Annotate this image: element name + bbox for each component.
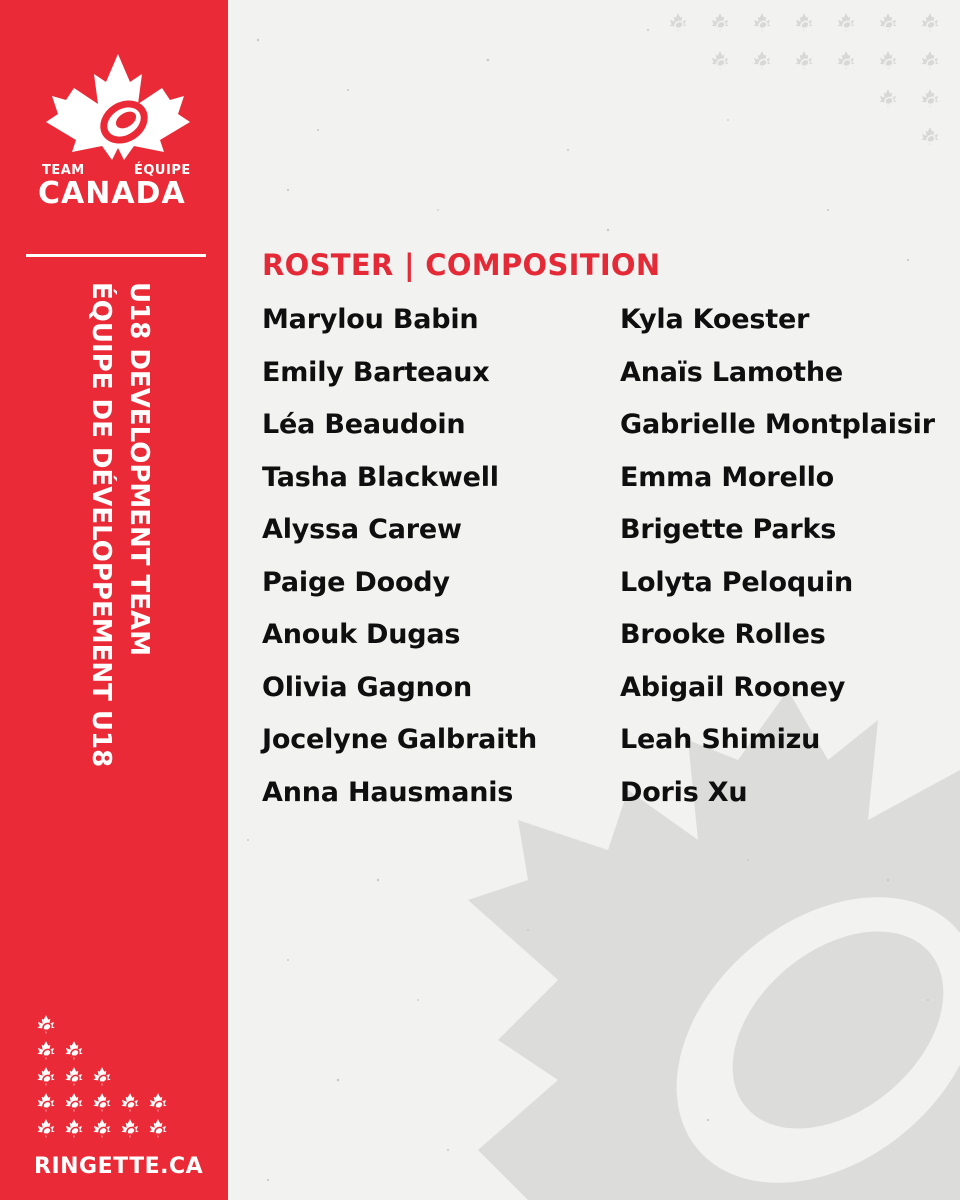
mini-maple-leaf-icon [34,1012,194,1142]
logo-team-label: TEAM [42,163,85,178]
player-name: Anna Hausmanis [262,776,514,808]
player-name: Brigette Parks [620,514,837,545]
player-name: Jocelyne Galbraith [262,724,537,755]
player-name: Gabrielle Montplaisir [620,409,935,440]
website-label: RINGETTE.CA [34,1154,204,1179]
roster-left-column [262,300,537,825]
sidebar-divider [26,254,206,257]
maple-leaf-ring-icon [38,52,198,162]
team-canada-logo [38,52,198,162]
player-name: Tasha Blackwell [262,461,499,493]
player-name: Brooke Rolles [620,619,826,650]
player-name: Kyla Koester [620,304,810,335]
player-name: Doris Xu [620,776,748,808]
player-name: Paige Doody [262,566,450,598]
player-name: Marylou Babin [262,304,479,335]
player-name: Leah Shimizu [620,724,821,755]
player-name: Alyssa Carew [262,514,462,545]
sidebar [0,0,228,1200]
player-name: Emily Barteaux [262,356,490,388]
roster-panel [228,0,960,1200]
player-name: Lolyta Peloquin [620,566,854,598]
player-name: Olivia Gagnon [262,671,473,703]
roster-right-column [620,300,935,825]
vertical-title [70,282,158,862]
player-name: Emma Morello [620,461,835,493]
title-english: U18 DEVELOPMENT TEAM [124,282,154,657]
player-name: Anouk Dugas [262,619,461,650]
title-french: ÉQUIPE DE DÉVELOPPEMENT U18 [86,282,116,768]
player-name: Anaïs Lamothe [620,356,844,388]
logo-canada-label: CANADA [38,176,186,211]
player-name: Abigail Rooney [620,671,846,703]
logo-equipe-label: ÉQUIPE [134,163,191,178]
decorative-leaf-grid [34,1012,194,1142]
roster-title: ROSTER | COMPOSITION [262,248,661,282]
player-name: Léa Beaudoin [262,409,466,440]
